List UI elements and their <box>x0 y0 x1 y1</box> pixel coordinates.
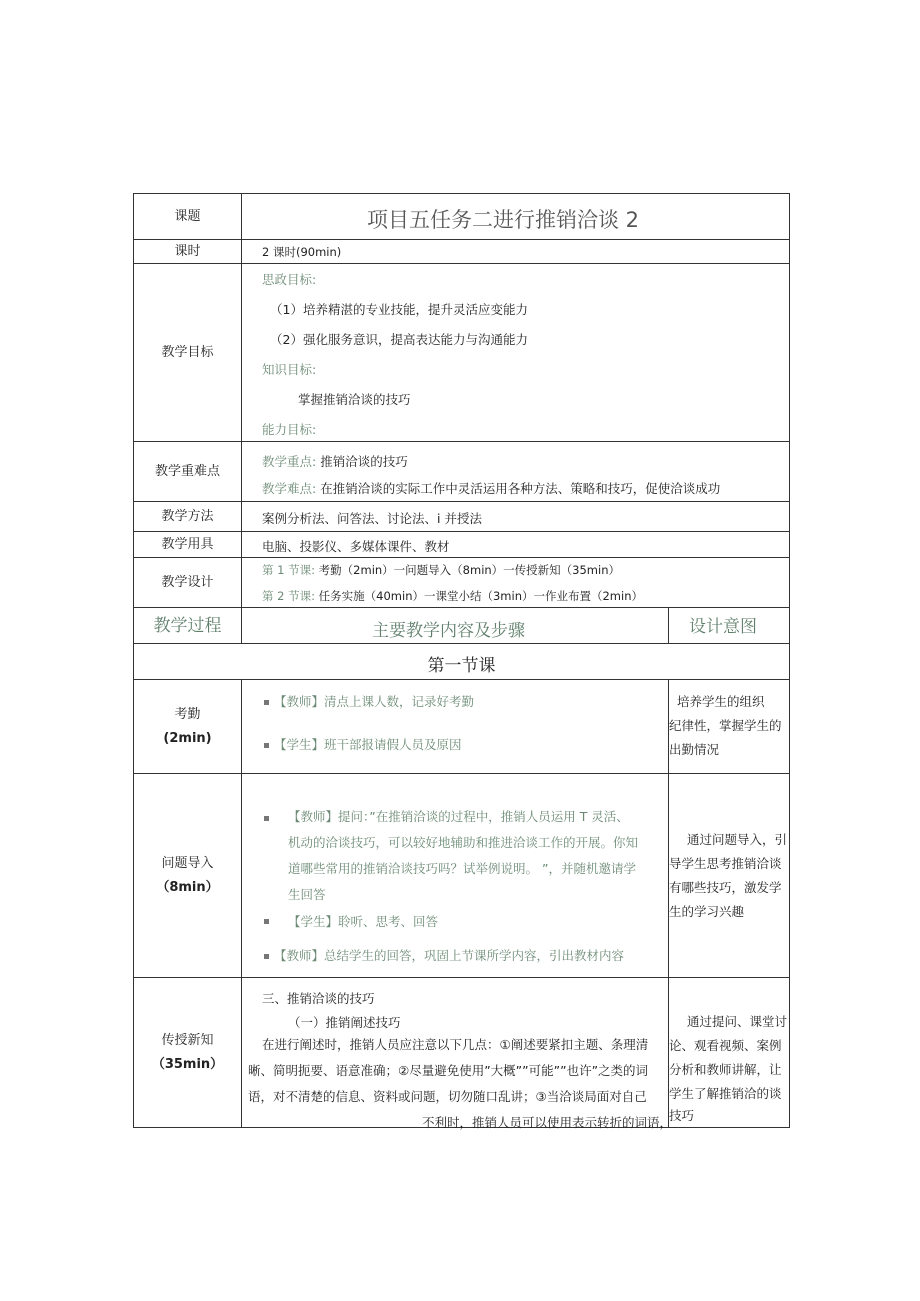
teach-heading: 三、推销洽谈的技巧 <box>262 991 375 1006</box>
teach-body: 在进行阐述时，推销人员应注意以下几点：①阐述要紧扣主题、条理清 晰、简明扼要、语意准确；②尽量避免使用”大概””可能””也许”之类的词 语，对不清楚的信息、资料或问题，切勿随口乱讲；③当洽谈局面对自己 不利时，推销人员可以使用表示转折的词语， <box>248 1037 672 1130</box>
ideology-item: （2）强化服务意识，提高表达能力与沟通能力 <box>270 332 528 347</box>
methods-label: 教学方法 <box>134 502 242 531</box>
design-label: 教学设计 <box>134 558 242 607</box>
intro-item-summary: 【教师】总结学生的回答，巩固上节课所学内容，引出教材内容 <box>264 946 624 964</box>
bullet-icon <box>264 700 269 705</box>
key-points-row <box>134 442 789 502</box>
ideology-heading: 思政目标: <box>262 272 317 287</box>
ideology-item: （1）培养精湛的专业技能，提升灵活应变能力 <box>270 302 528 317</box>
objectives-row <box>134 264 789 442</box>
process-header-col1: 教学过程 <box>134 608 242 643</box>
key-points-label: 教学重难点 <box>134 442 242 501</box>
tools-row <box>134 532 789 558</box>
intro-item-teacher: 【教师】提问：”在推销洽谈的过程中，推销人员运用 T 灵活、 机动的洽谈技巧，可以较好地辅助和推进洽谈工作的开展。你知 道哪些常用的推销洽谈技巧吗？试举例说明。 ”，并随机邀请学 生回答 <box>288 809 639 902</box>
title-row <box>134 194 789 240</box>
intro-label: 问题导入 （8min） <box>134 774 242 977</box>
title-label: 课题 <box>134 194 242 239</box>
section-title: 第一节课 <box>427 656 496 676</box>
hours-value: 2 课时(90min) <box>262 245 342 259</box>
lesson-2-plan: 第 2 节课: 任务实施（40min）一课堂小结（3min）一作业布置（2min） <box>262 589 643 603</box>
methods-value: 案例分析法、问答法、讨论法、i 并授法 <box>262 511 482 526</box>
teach-intent: 通过提问、课堂讨 论、观看视频、案例 分析和教师讲解，让 学生了解推销洽的谈 技巧 <box>669 1014 788 1123</box>
intro-item-student: 【学生】聆听、思考、回答 <box>288 914 439 929</box>
key-point: 教学重点: 推销洽谈的技巧 <box>262 454 408 469</box>
hours-row <box>134 240 789 264</box>
knowledge-heading: 知识目标: <box>262 362 317 377</box>
methods-row <box>134 502 789 532</box>
process-header-row <box>134 608 789 644</box>
tools-label: 教学用具 <box>134 532 242 557</box>
bullet-icon <box>264 919 269 924</box>
intro-intent: 通过问题导入，引 导学生思考推销洽谈 有哪些技巧，激发学 生的学习兴趣 <box>669 832 788 919</box>
lesson-1-plan: 第 1 节课: 考勤（2min）一问题导入（8min）一传授新知（35min） <box>262 563 620 577</box>
lesson-plan-table <box>133 193 790 1128</box>
intro-row <box>134 774 789 978</box>
attendance-row <box>134 680 789 774</box>
teach-row <box>134 978 789 1130</box>
process-header-col3: 设计意图 <box>689 617 757 637</box>
design-row <box>134 558 789 608</box>
teach-subheading: （一）推销阐述技巧 <box>288 1015 401 1030</box>
section-title-row <box>134 644 789 680</box>
ability-heading: 能力目标: <box>262 422 317 437</box>
attendance-item: 【教师】清点上课人数，记录好考勤 <box>264 692 474 710</box>
tools-value: 电脑、投影仪、多媒体课件、教材 <box>262 539 450 554</box>
bullet-icon <box>264 743 269 748</box>
bullet-icon <box>264 954 269 959</box>
attendance-label: 考勤 (2min) <box>134 680 242 773</box>
attendance-intent: 培养学生的组织 纪律性，掌握学生的 出勤情况 <box>669 694 782 757</box>
difficult-point: 教学难点: 在推销洽谈的实际工作中灵活运用各种方法、策略和技巧，促使洽谈成功 <box>262 481 721 496</box>
bullet-icon <box>264 816 269 821</box>
page-title: 项目五任务二进行推销洽谈 2 <box>367 208 640 232</box>
attendance-item: 【学生】班干部报请假人员及原因 <box>264 735 462 753</box>
teach-label: 传授新知 （35min） <box>134 978 242 1127</box>
process-header-col2: 主要教学内容及步骤 <box>372 621 525 641</box>
objectives-label: 教学目标 <box>134 264 242 441</box>
knowledge-item: 掌握推销洽谈的技巧 <box>298 392 411 407</box>
hours-label: 课时 <box>134 240 242 263</box>
